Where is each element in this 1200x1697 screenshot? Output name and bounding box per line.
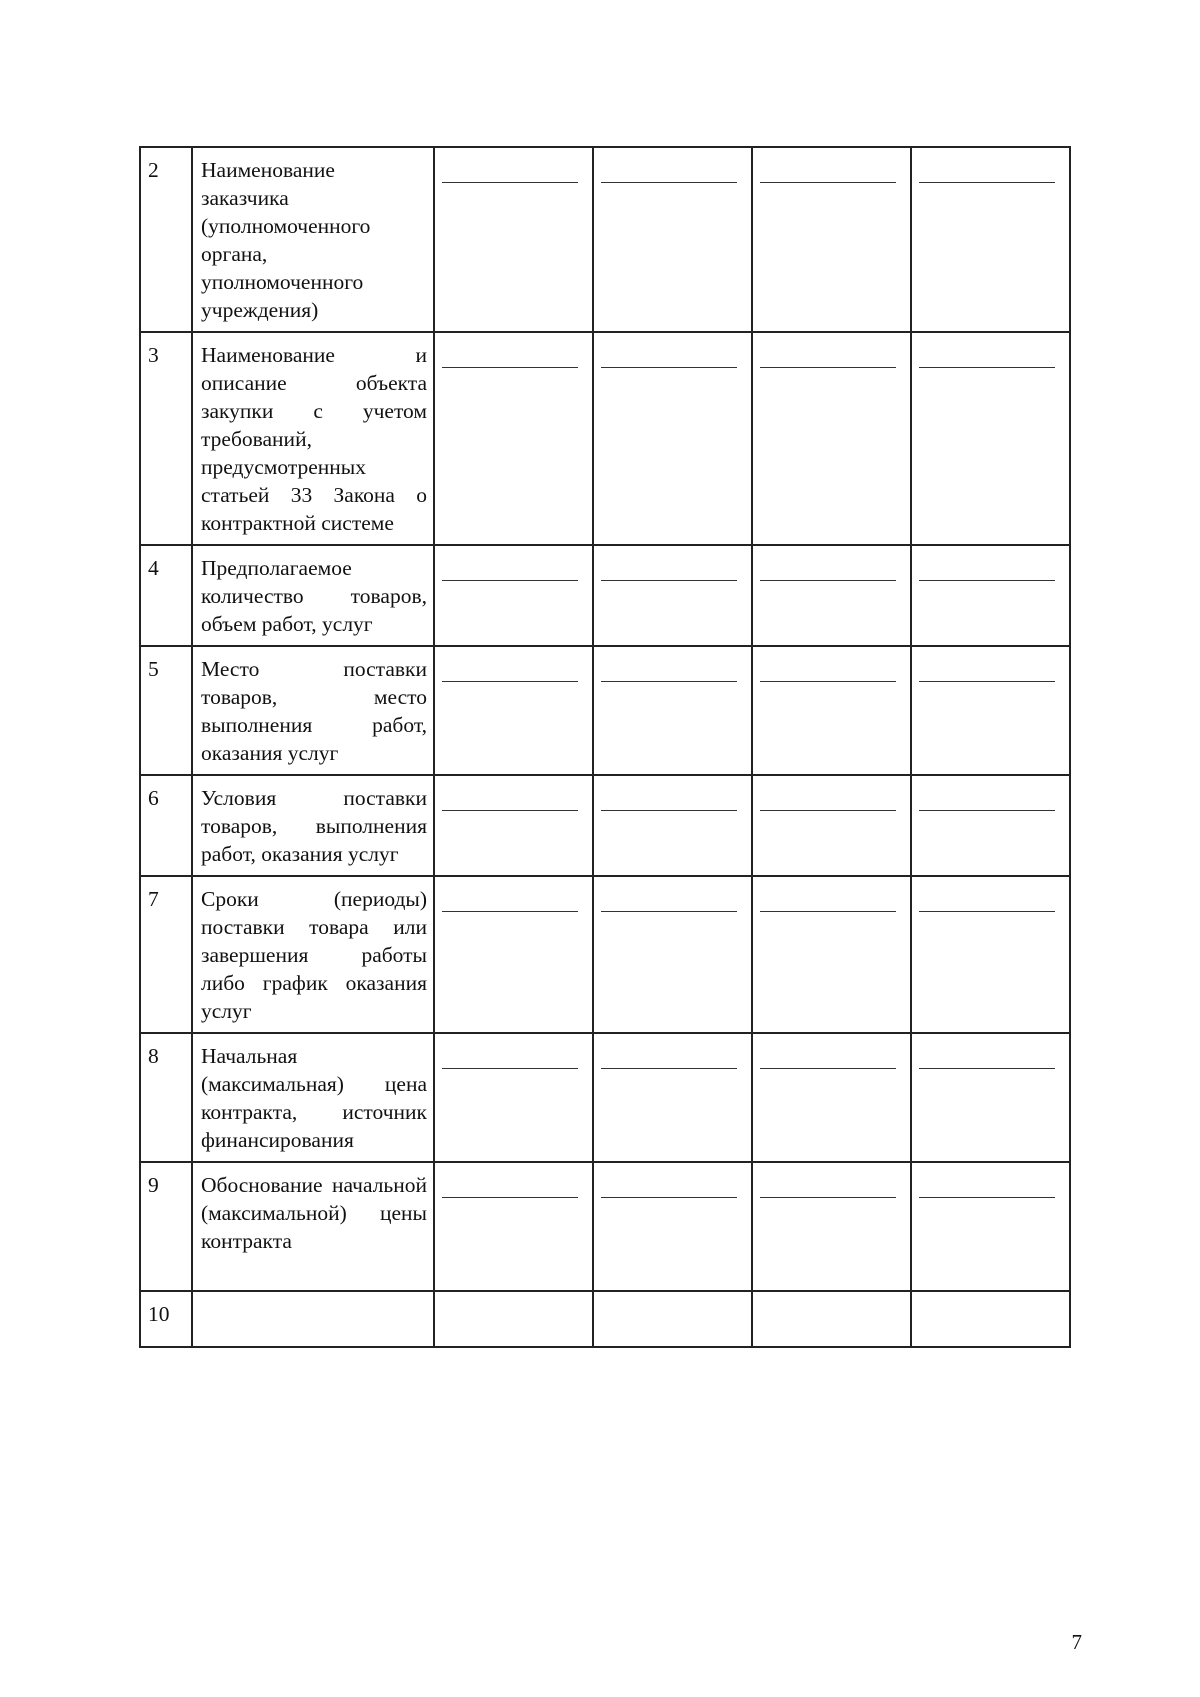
table-row: [140, 332, 1070, 545]
value-cell: [434, 332, 593, 545]
value-cell: [911, 332, 1070, 545]
value-cell[interactable]: [752, 1291, 911, 1347]
procurement-form-table: [139, 146, 1071, 1348]
value-cell: [911, 147, 1070, 332]
value-cell: [911, 545, 1070, 646]
row-description: Начальная (максимальная) цена контракта, источник финансирования: [192, 1033, 434, 1162]
fill-in-blank[interactable]: [919, 580, 1055, 581]
fill-in-blank[interactable]: [442, 367, 578, 368]
table-row: [140, 876, 1070, 1033]
table-row: [140, 1162, 1070, 1291]
value-cell: [593, 545, 752, 646]
fill-in-blank[interactable]: [919, 911, 1055, 912]
value-cell: [593, 876, 752, 1033]
value-cell: [752, 876, 911, 1033]
value-cell: [911, 775, 1070, 876]
row-description: Наименование и описание объекта закупки с учетом требований, предусмотренных статьей 33 Закона о контрактной системе: [192, 332, 434, 545]
fill-in-blank[interactable]: [442, 1197, 578, 1198]
row-number: 7: [140, 876, 192, 1033]
value-cell[interactable]: [911, 1291, 1070, 1347]
value-cell: [752, 147, 911, 332]
fill-in-blank[interactable]: [760, 810, 896, 811]
table-row: [140, 147, 1070, 332]
fill-in-blank[interactable]: [760, 367, 896, 368]
fill-in-blank[interactable]: [919, 810, 1055, 811]
fill-in-blank[interactable]: [442, 681, 578, 682]
fill-in-blank[interactable]: [442, 182, 578, 183]
fill-in-blank[interactable]: [760, 1068, 896, 1069]
value-cell: [434, 646, 593, 775]
value-cell: [593, 147, 752, 332]
fill-in-blank[interactable]: [442, 1068, 578, 1069]
row-number: 8: [140, 1033, 192, 1162]
value-cell: [752, 775, 911, 876]
value-cell: [911, 876, 1070, 1033]
row-description: Предполагаемое количество товаров, объем работ, услуг: [192, 545, 434, 646]
value-cell: [434, 1162, 593, 1291]
row-description: Условия поставки товаров, выполнения работ, оказания услуг: [192, 775, 434, 876]
fill-in-blank[interactable]: [919, 1197, 1055, 1198]
fill-in-blank[interactable]: [919, 681, 1055, 682]
value-cell: [434, 147, 593, 332]
fill-in-blank[interactable]: [601, 911, 737, 912]
table-row: [140, 646, 1070, 775]
value-cell: [593, 1162, 752, 1291]
row-number: 5: [140, 646, 192, 775]
row-number: 4: [140, 545, 192, 646]
table-row: [140, 1033, 1070, 1162]
row-description: Обоснование начальной (максимальной) цены контракта: [192, 1162, 434, 1291]
fill-in-blank[interactable]: [601, 182, 737, 183]
value-cell[interactable]: [434, 1291, 593, 1347]
fill-in-blank[interactable]: [601, 367, 737, 368]
value-cell: [434, 545, 593, 646]
fill-in-blank[interactable]: [760, 681, 896, 682]
row-description: Место поставки товаров, место выполнения работ, оказания услуг: [192, 646, 434, 775]
fill-in-blank[interactable]: [760, 1197, 896, 1198]
fill-in-blank[interactable]: [601, 810, 737, 811]
value-cell: [911, 1033, 1070, 1162]
fill-in-blank[interactable]: [601, 681, 737, 682]
fill-in-blank[interactable]: [919, 182, 1055, 183]
row-number: 6: [140, 775, 192, 876]
value-cell: [911, 646, 1070, 775]
table-row: [140, 1291, 1070, 1347]
value-cell: [752, 1162, 911, 1291]
fill-in-blank[interactable]: [760, 911, 896, 912]
row-description: Наименование заказчика (уполномоченного органа, уполномоченного учреждения): [192, 147, 434, 332]
value-cell: [752, 646, 911, 775]
value-cell: [593, 646, 752, 775]
value-cell: [593, 332, 752, 545]
row-number: 3: [140, 332, 192, 545]
value-cell: [593, 1033, 752, 1162]
table-row: [140, 545, 1070, 646]
value-cell: [434, 775, 593, 876]
value-cell: [434, 876, 593, 1033]
value-cell: [752, 332, 911, 545]
row-number: 10: [140, 1291, 192, 1347]
fill-in-blank[interactable]: [919, 367, 1055, 368]
fill-in-blank[interactable]: [760, 580, 896, 581]
fill-in-blank[interactable]: [601, 580, 737, 581]
value-cell: [593, 775, 752, 876]
value-cell: [752, 1033, 911, 1162]
fill-in-blank[interactable]: [442, 580, 578, 581]
fill-in-blank[interactable]: [442, 810, 578, 811]
fill-in-blank[interactable]: [919, 1068, 1055, 1069]
row-description: [192, 1291, 434, 1347]
value-cell: [911, 1162, 1070, 1291]
value-cell[interactable]: [593, 1291, 752, 1347]
row-number: 9: [140, 1162, 192, 1291]
value-cell: [752, 545, 911, 646]
fill-in-blank[interactable]: [601, 1068, 737, 1069]
table-row: [140, 775, 1070, 876]
row-description: Сроки (периоды) поставки товара или завершения работы либо график оказания услуг: [192, 876, 434, 1033]
fill-in-blank[interactable]: [442, 911, 578, 912]
value-cell: [434, 1033, 593, 1162]
fill-in-blank[interactable]: [601, 1197, 737, 1198]
page-number: 7: [1071, 1630, 1082, 1654]
fill-in-blank[interactable]: [760, 182, 896, 183]
row-number: 2: [140, 147, 192, 332]
